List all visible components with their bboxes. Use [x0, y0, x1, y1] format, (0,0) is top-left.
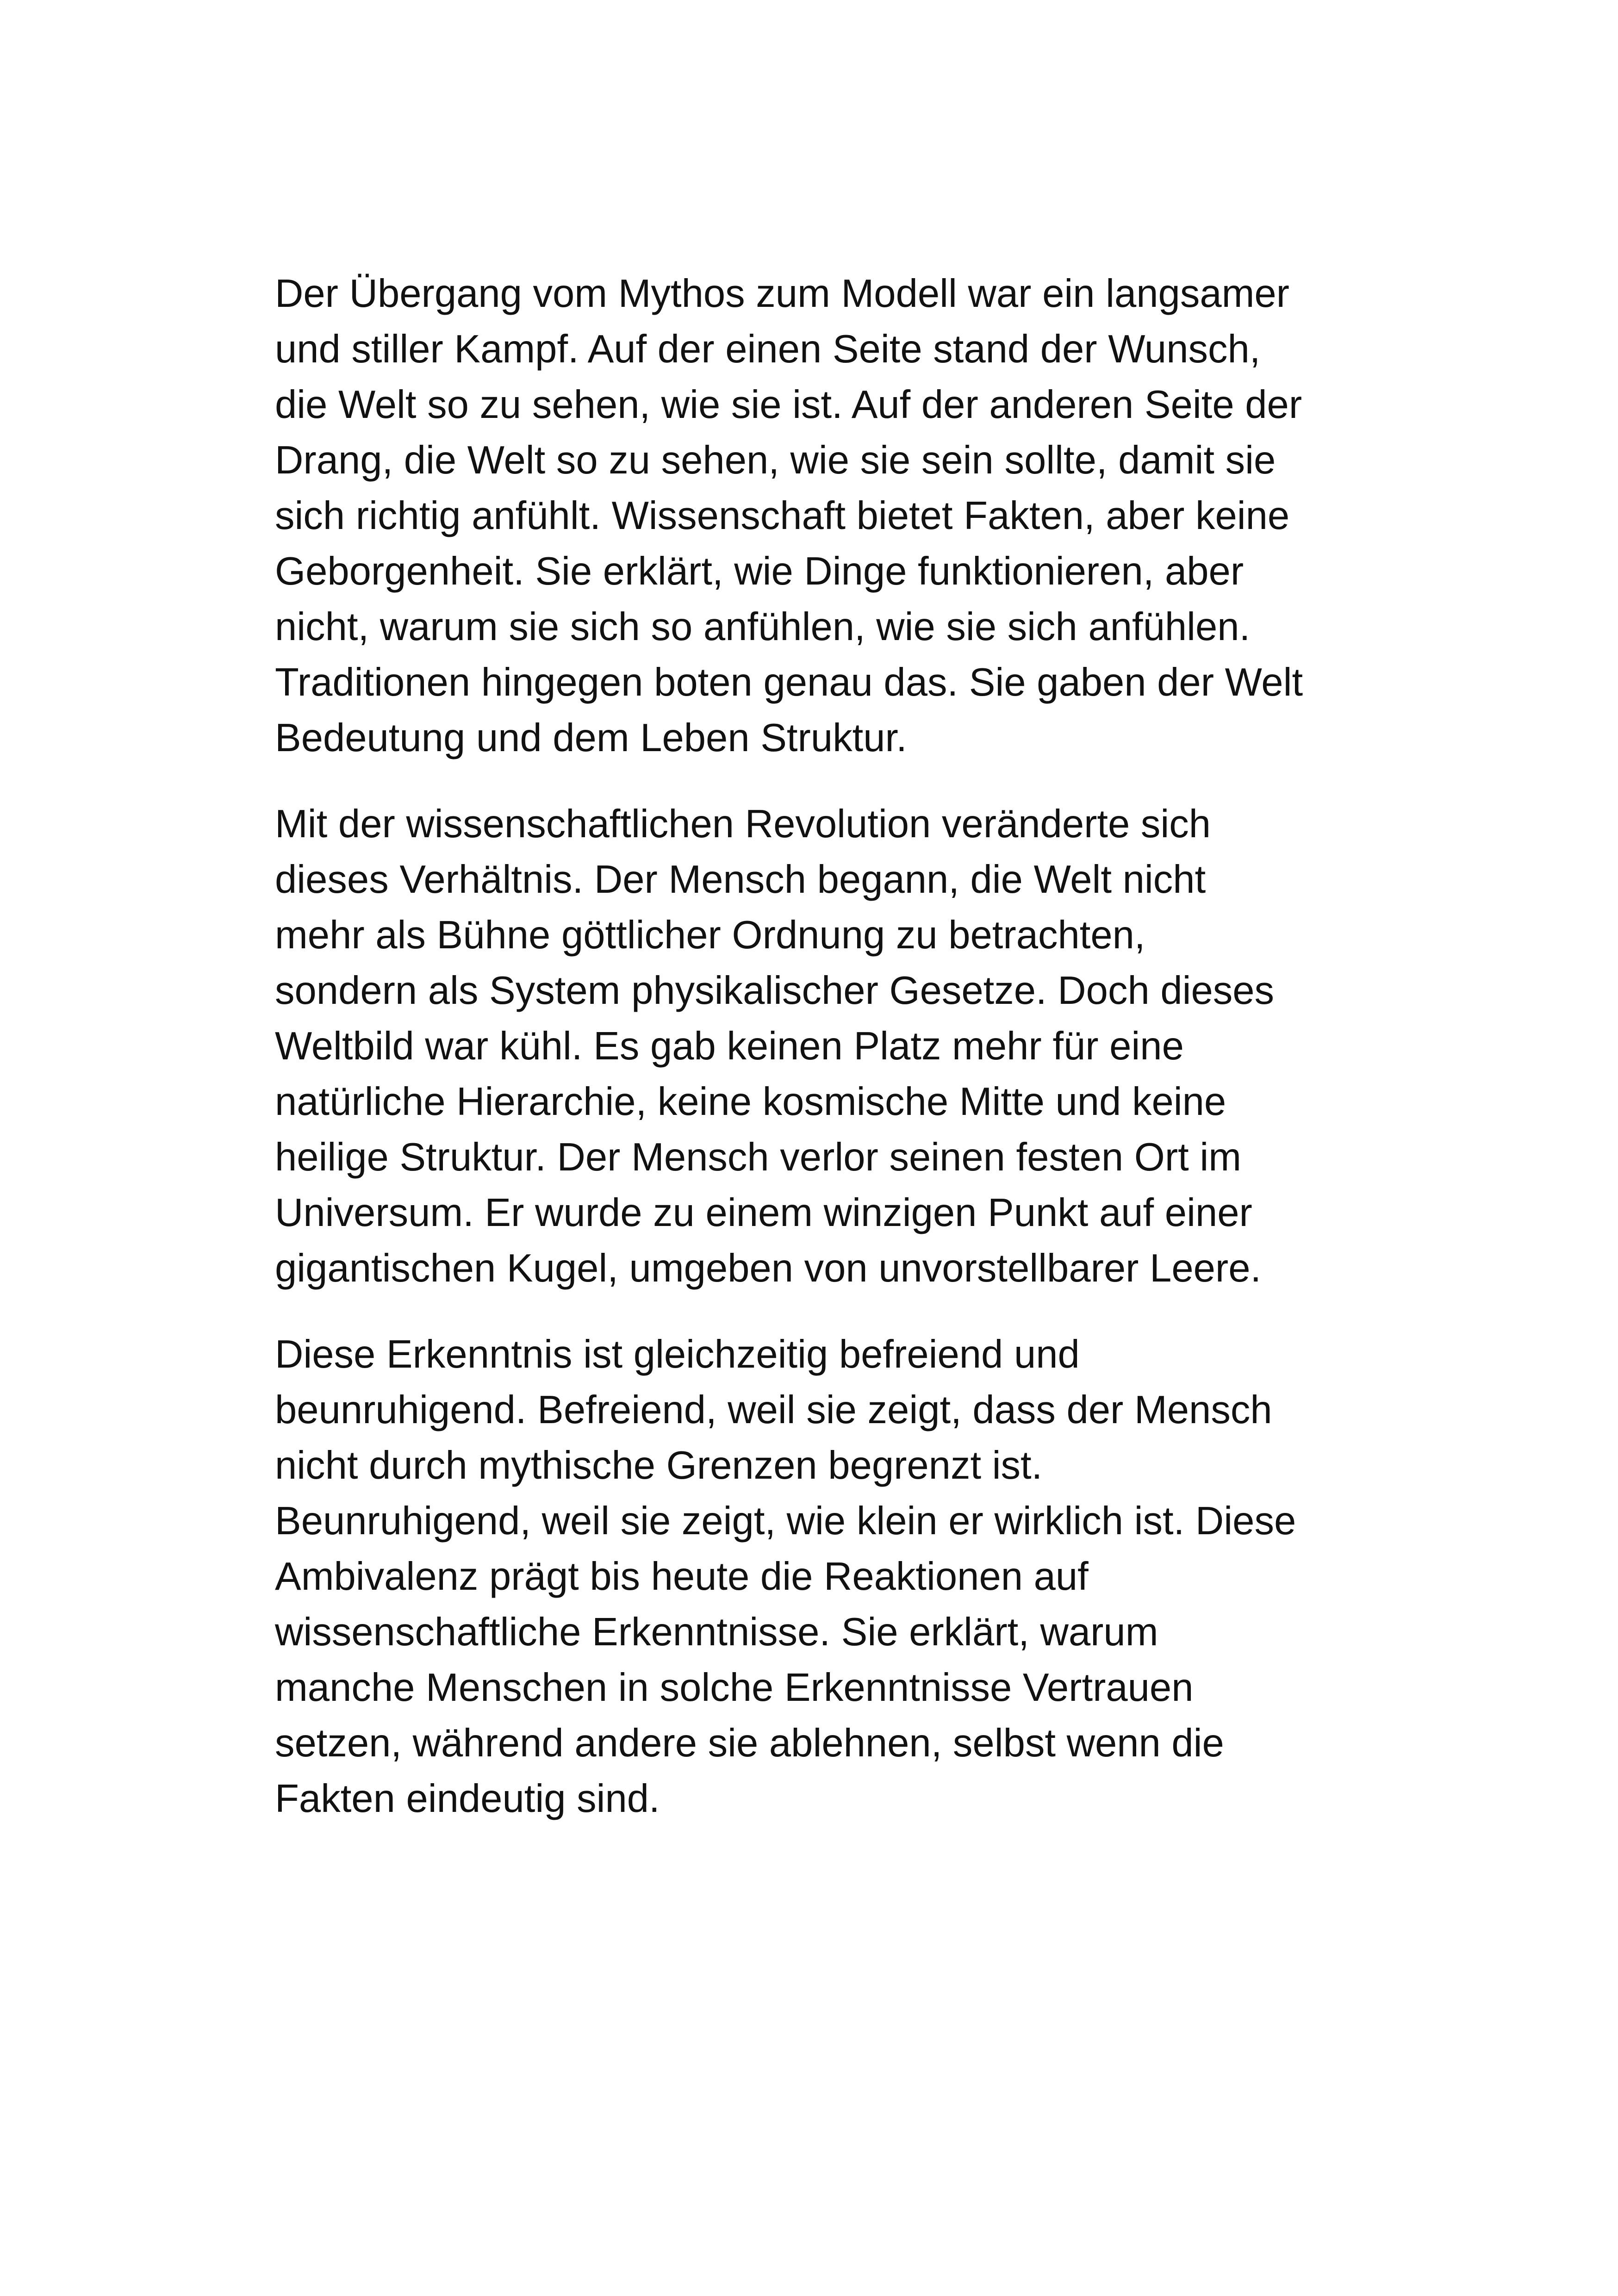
- text-line: beunruhigend. Befreiend, weil sie zeigt, dass der Mensch: [275, 1388, 1272, 1432]
- text-line: Diese Erkenntnis ist gleichzeitig befreiend und: [275, 1332, 1080, 1376]
- text-line: Drang, die Welt so zu sehen, wie sie sein sollte, damit sie: [275, 438, 1276, 482]
- text-line: Mit der wissenschaftlichen Revolution veränderte sich: [275, 802, 1211, 846]
- text-line: setzen, während andere sie ablehnen, selbst wenn die: [275, 1721, 1224, 1765]
- text-line: Weltbild war kühl. Es gab keinen Platz mehr für eine: [275, 1024, 1184, 1068]
- text-line: Beunruhigend, weil sie zeigt, wie klein er wirklich ist. Diese: [275, 1499, 1296, 1543]
- text-body: [275, 266, 1376, 1827]
- text-line: Bedeutung und dem Leben Struktur.: [275, 716, 907, 760]
- text-line: nicht durch mythische Grenzen begrenzt ist.: [275, 1444, 1043, 1487]
- paragraph-3: [275, 1327, 1376, 1827]
- text-line: sondern als System physikalischer Gesetze. Doch dieses: [275, 969, 1275, 1013]
- text-line: Universum. Er wurde zu einem winzigen Punkt auf einer: [275, 1191, 1252, 1235]
- text-line: Ambivalenz prägt bis heute die Reaktionen auf: [275, 1555, 1089, 1599]
- text-line: Fakten eindeutig sind.: [275, 1777, 660, 1821]
- text-line: nicht, warum sie sich so anfühlen, wie sie sich anfühlen.: [275, 605, 1251, 649]
- text-line: dieses Verhältnis. Der Mensch begann, die Welt nicht: [275, 858, 1206, 902]
- text-line: heilige Struktur. Der Mensch verlor seinen festen Ort im: [275, 1135, 1242, 1179]
- text-line: Geborgenheit. Sie erklärt, wie Dinge funktionieren, aber: [275, 549, 1244, 593]
- text-line: Der Übergang vom Mythos zum Modell war ein langsamer: [275, 272, 1289, 316]
- text-line: natürliche Hierarchie, keine kosmische Mitte und keine: [275, 1080, 1226, 1124]
- paragraph-2: [275, 796, 1376, 1296]
- text-line: Traditionen hingegen boten genau das. Sie gaben der Welt: [275, 660, 1303, 704]
- text-line: gigantischen Kugel, umgeben von unvorstellbarer Leere.: [275, 1246, 1262, 1290]
- text-line: wissenschaftliche Erkenntnisse. Sie erklärt, warum: [275, 1610, 1158, 1654]
- text-line: manche Menschen in solche Erkenntnisse Vertrauen: [275, 1666, 1194, 1710]
- text-line: mehr als Bühne göttlicher Ordnung zu betrachten,: [275, 913, 1145, 957]
- text-line: sich richtig anfühlt. Wissenschaft bietet Fakten, aber keine: [275, 494, 1290, 538]
- paragraph-1: [275, 266, 1376, 766]
- text-line: die Welt so zu sehen, wie sie ist. Auf der anderen Seite der: [275, 383, 1302, 427]
- text-line: und stiller Kampf. Auf der einen Seite stand der Wunsch,: [275, 327, 1261, 371]
